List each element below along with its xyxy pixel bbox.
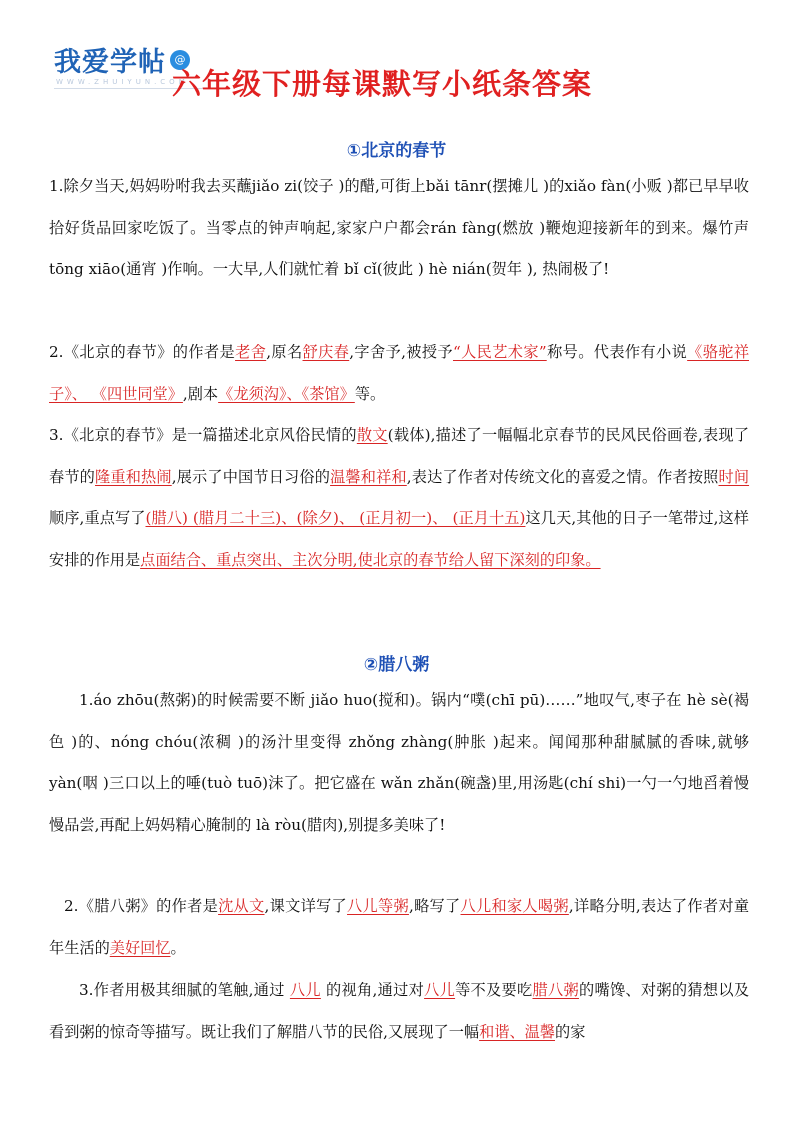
- text: ,字舍予,被授予: [349, 343, 453, 361]
- text: 通宵: [126, 260, 157, 278]
- text: ,详略分明,表达了作者对童年生活的: [49, 897, 750, 957]
- text: ,课文详写了: [264, 897, 348, 915]
- logo-subtitle: WWW.ZHUIYUN.COM: [56, 78, 189, 86]
- text: 摆摊儿: [492, 177, 539, 195]
- answer: (腊八) (腊月二十三)、(除夕)、 (正月初一)、 (正月十五): [145, 509, 526, 527]
- text: )里,用汤匙(chí shi)一勺一勺地舀着慢慢品尝,再配上妈妈精心腌制的 là ròu(: [49, 774, 750, 834]
- text: 的家: [555, 1022, 586, 1041]
- text: )的醋,可街上bǎi tānr(: [333, 177, 493, 195]
- text: 咽: [82, 774, 98, 792]
- section1-paragraph-2: [49, 332, 749, 415]
- text: 饺子: [303, 177, 334, 195]
- text: )的时候需要不断 jiǎo huo(: [190, 691, 379, 709]
- section-title-laba-porridge: ②腊八粥: [363, 655, 430, 675]
- text: 熬粥: [159, 691, 191, 709]
- text: ,原名: [266, 343, 303, 361]
- text: 顺序,重点写了: [49, 509, 146, 527]
- text: ),别提多美味了!: [337, 815, 446, 834]
- answer: 温馨和祥和: [330, 467, 407, 486]
- text: )的汤汁里变得 zhǒng zhàng(: [232, 732, 454, 751]
- logo-text: 我爱学帖: [54, 47, 166, 78]
- text: )鞭炮迎接新年的到来。爆竹声tōng xiāo(: [49, 218, 750, 278]
- text: 小贩: [631, 177, 662, 195]
- answer: 八儿和家人喝粥: [460, 897, 569, 915]
- text: ,展示了中国节日习俗的: [171, 467, 331, 486]
- text: 的嘴馋、对粥的猜想以及看到粥的惊奇等描写。既让我们了解腊八节的民俗,又展现了一幅: [49, 981, 750, 1041]
- text: 碗盏: [460, 774, 492, 792]
- section1-paragraph-3: [49, 415, 749, 581]
- text: 肿胀: [453, 732, 487, 751]
- text: )作响。一大早,人们就忙着 bǐ cǐ(: [156, 260, 383, 278]
- answer: 腊八粥: [532, 981, 579, 999]
- answer: 点面结合、重点突出、主次分明,使北京的春节给人留下深刻的印象。: [140, 550, 601, 569]
- answer: 沈从文: [218, 897, 265, 915]
- text: 3.作者用极其细腻的笔触,通过: [79, 981, 290, 999]
- text: ,表达了作者对传统文化的喜爱之情。作者按照: [406, 467, 719, 486]
- text: ) hè nián(: [413, 260, 492, 278]
- logo: [54, 40, 190, 79]
- text: 贺年: [491, 260, 522, 278]
- answer: 《龙须沟》、《茶馆》: [218, 384, 355, 403]
- answer: 舒庆春: [302, 343, 350, 361]
- text: )起来。闻闻那种甜腻腻的香味,就够 yàn(: [49, 732, 750, 792]
- text: 2.《腊八粥》的作者是: [64, 897, 219, 915]
- section1-paragraph-1: [49, 166, 749, 291]
- section-title-beijing-spring-festival: ①北京的春节: [346, 141, 447, 161]
- logo-badge-icon: @: [170, 50, 190, 70]
- text: )都已早早收拾好货品回家吃饭了。当零点的钟声响起,家家户户都会rán fàng(: [49, 177, 749, 237]
- page-title: 六年级下册每课默写小纸条答案: [172, 67, 593, 101]
- section2-paragraph-2: [49, 886, 749, 969]
- text: )的、nóng chóu(: [65, 732, 199, 751]
- answer: 美好回忆: [109, 938, 171, 957]
- text: ,剧本: [182, 384, 219, 403]
- text: 等。: [354, 384, 386, 403]
- text: 燃放: [502, 218, 534, 237]
- answer: 时间: [718, 467, 750, 486]
- text: (载体),描述了一幅幅北京春节的民风民俗画卷,表现了春节的: [49, 426, 750, 486]
- section2-paragraph-1: [49, 680, 749, 846]
- text: 2.《北京的春节》的作者是: [49, 343, 236, 361]
- text: 搅和: [378, 691, 410, 709]
- text: 这几天,其他的日子一笔带过,这样安排的作用是: [49, 509, 749, 569]
- text: )。锅内“噗(chī pū)……”地叹气,枣子在 hè sè(: [409, 691, 734, 709]
- answer: 八儿: [289, 981, 321, 999]
- answer: 散文: [356, 426, 388, 444]
- answer: 和谐、温馨: [479, 1022, 556, 1041]
- text: )三口以上的唾(tuò tuō)沫了。把它盛在 wǎn zhǎn(: [97, 774, 461, 792]
- answer: 隆重和热闹: [95, 467, 172, 486]
- answer: 八儿等粥: [347, 897, 409, 915]
- answer: “人民艺术家”: [452, 343, 547, 361]
- text: 腊肉: [306, 815, 338, 834]
- text: ,略写了: [408, 897, 461, 915]
- answer: 老舍: [235, 343, 267, 361]
- text: 彼此: [382, 260, 414, 278]
- section2-paragraph-3: [49, 970, 749, 1053]
- text: 浓稠: [198, 732, 233, 751]
- text: 3.《北京的春节》是一篇描述北京风俗民情的: [49, 426, 357, 444]
- text: 褐色: [49, 691, 750, 751]
- text: ), 热闹极了!: [522, 260, 610, 278]
- text: 等不及要吃: [455, 981, 533, 999]
- text: 1.除夕当天,妈妈吩咐我去买蘸jiǎo zi(: [49, 177, 304, 195]
- text: 。: [170, 938, 186, 957]
- text: 1.áo zhōu(: [79, 691, 160, 709]
- text: )的xiǎo fàn(: [538, 177, 632, 195]
- answer: 八儿: [424, 981, 456, 999]
- answer: 《骆驼祥子》、 《四世同堂》: [49, 343, 750, 403]
- text: 的视角,通过对: [320, 981, 425, 999]
- text: 称号。代表作有小说: [546, 343, 688, 361]
